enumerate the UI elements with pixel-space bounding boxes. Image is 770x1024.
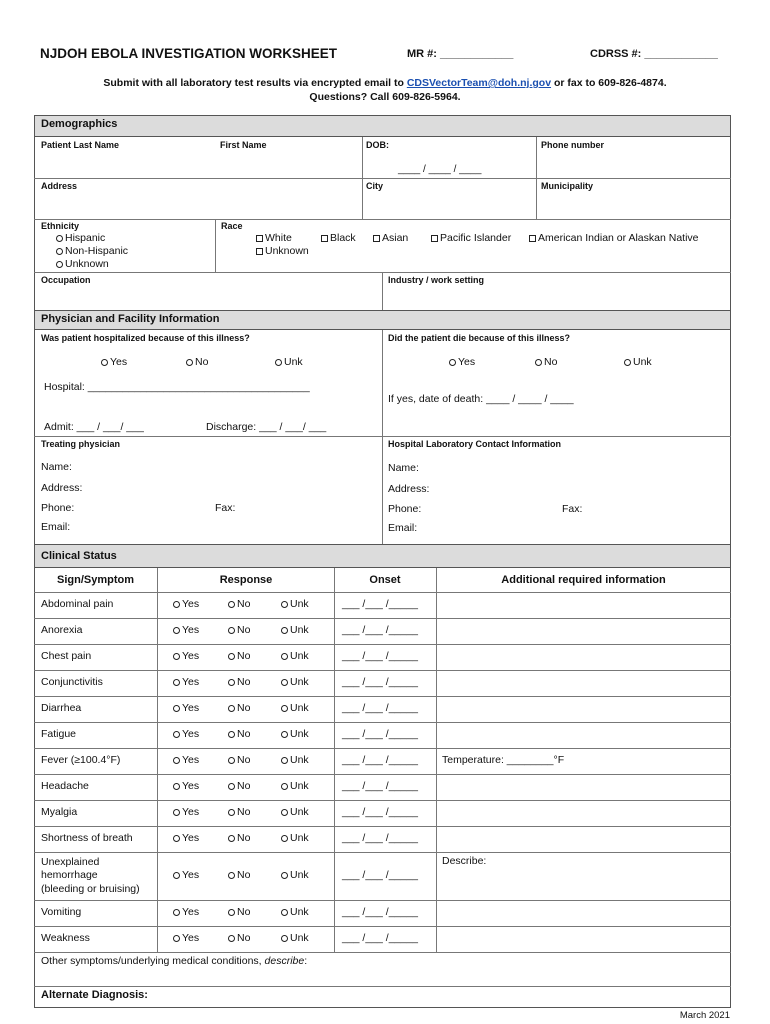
divider <box>215 219 216 272</box>
symptom-no-radio[interactable]: No <box>228 832 250 844</box>
radio-icon <box>228 679 235 686</box>
last-name-label: Patient Last Name <box>41 140 120 150</box>
radio-icon <box>173 601 180 608</box>
radio-icon <box>56 248 63 255</box>
radio-icon <box>281 935 288 942</box>
symptom-unk-radio[interactable]: Unk <box>281 702 309 714</box>
municipality-label: Municipality <box>541 181 594 191</box>
divider <box>382 272 383 310</box>
symptom-name: Vomiting <box>41 906 82 919</box>
symptom-unk-radio[interactable]: Unk <box>281 754 309 766</box>
date-of-death-field[interactable]: If yes, date of death: ____ / ____ / ____ <box>388 393 574 405</box>
additional-info-text: Describe: <box>442 855 487 867</box>
radio-icon <box>173 835 180 842</box>
ethnicity-label: Ethnicity <box>41 221 80 231</box>
symptom-yes-radio[interactable]: Yes <box>173 754 199 766</box>
demographics-section-title: Demographics <box>34 115 731 137</box>
onset-date-field[interactable]: ___ /___ /_____ <box>342 728 418 740</box>
radio-icon <box>624 359 631 366</box>
alternate-diagnosis-label: Alternate Diagnosis: <box>41 989 148 1001</box>
race-asian-checkbox[interactable]: Asian <box>373 232 408 244</box>
checkbox-icon <box>431 235 438 242</box>
radio-icon <box>101 359 108 366</box>
divider <box>334 568 335 952</box>
questions-text: Questions? Call 609-826-5964. <box>309 91 461 103</box>
radio-icon <box>173 705 180 712</box>
radio-icon <box>281 705 288 712</box>
radio-icon <box>228 935 235 942</box>
col-header-sign: Sign/Symptom <box>56 574 134 586</box>
email-link[interactable]: CDSVectorTeam@doh.nj.gov <box>406 77 552 89</box>
physician-email-field[interactable]: Email: <box>41 521 71 533</box>
onset-date-field[interactable]: ___ /___ /_____ <box>342 806 418 818</box>
lab-phone-field[interactable]: Phone: <box>388 503 422 515</box>
clinical-section-title: Clinical Status <box>34 544 731 568</box>
hospitalized-question: Was patient hospitalized because of this illness? <box>41 333 250 343</box>
treating-physician-label: Treating physician <box>41 439 121 449</box>
divider <box>34 900 731 901</box>
symptom-yes-radio[interactable]: Yes <box>173 932 199 944</box>
divider <box>34 722 731 723</box>
onset-date-field[interactable]: ___ /___ /_____ <box>342 754 418 766</box>
symptom-unk-radio[interactable]: Unk <box>281 598 309 610</box>
symptom-name: Anorexia <box>41 624 83 637</box>
radio-icon <box>228 731 235 738</box>
race-pacific-islander-checkbox[interactable]: Pacific Islander <box>431 232 511 244</box>
physician-fax-field[interactable]: Fax: <box>215 502 236 514</box>
radio-icon <box>173 935 180 942</box>
symptom-yes-radio[interactable]: Yes <box>173 598 199 610</box>
symptom-yes-radio[interactable]: Yes <box>173 832 199 844</box>
onset-date-field[interactable]: ___ /___ /_____ <box>342 598 418 610</box>
radio-icon <box>186 359 193 366</box>
symptom-yes-radio[interactable]: Yes <box>173 624 199 636</box>
radio-icon <box>535 359 542 366</box>
symptom-name: Diarrhea <box>41 702 82 715</box>
checkbox-icon <box>529 235 536 242</box>
col-header-info: Additional required information <box>501 574 666 586</box>
industry-label: Industry / work setting <box>388 275 485 285</box>
symptom-no-radio[interactable]: No <box>228 754 250 766</box>
radio-icon <box>281 809 288 816</box>
divider <box>34 696 731 697</box>
symptom-unk-radio[interactable]: Unk <box>281 906 309 918</box>
radio-icon <box>173 872 180 879</box>
divider <box>34 800 731 801</box>
race-label: Race <box>221 221 243 231</box>
admit-date-field[interactable]: Admit: ___ / ___/ ___ <box>44 421 144 433</box>
footer-date: March 2021 <box>679 1010 730 1021</box>
symptom-name: Weakness <box>41 932 90 945</box>
symptom-name: Shortness of breath <box>41 832 133 845</box>
onset-date-field[interactable]: ___ /___ /_____ <box>342 780 418 792</box>
ethnicity-non-hispanic-radio[interactable]: Non-Hispanic <box>56 245 128 257</box>
symptom-unk-radio[interactable]: Unk <box>281 676 309 688</box>
onset-date-field[interactable]: ___ /___ /_____ <box>342 932 418 944</box>
hospitalized-no-radio[interactable]: No <box>186 356 208 368</box>
radio-icon <box>56 235 63 242</box>
dob-label: DOB: <box>366 140 389 150</box>
radio-icon <box>228 601 235 608</box>
first-name-label: First Name <box>220 140 267 150</box>
symptom-unk-radio[interactable]: Unk <box>281 869 309 881</box>
radio-icon <box>449 359 456 366</box>
radio-icon <box>228 872 235 879</box>
symptom-no-radio[interactable]: No <box>228 906 250 918</box>
symptom-no-radio[interactable]: No <box>228 598 250 610</box>
symptom-unk-radio[interactable]: Unk <box>281 932 309 944</box>
divider <box>34 748 731 749</box>
radio-icon <box>228 757 235 764</box>
submit-post-text: or fax to 609-826-4874. <box>551 77 667 89</box>
symptom-no-radio[interactable]: No <box>228 932 250 944</box>
col-header-response: Response <box>219 574 273 586</box>
discharge-date-field[interactable]: Discharge: ___ / ___/ ___ <box>206 421 327 433</box>
divider <box>34 826 731 827</box>
checkbox-icon <box>321 235 328 242</box>
checkbox-icon <box>256 235 263 242</box>
lab-fax-field[interactable]: Fax: <box>562 503 583 515</box>
radio-icon <box>173 757 180 764</box>
symptom-yes-radio[interactable]: Yes <box>173 780 199 792</box>
divider <box>34 178 731 179</box>
address-label: Address <box>41 181 78 191</box>
lab-contact-label: Hospital Laboratory Contact Information <box>388 439 562 449</box>
divider <box>34 952 731 953</box>
radio-icon <box>173 731 180 738</box>
mr-number-field[interactable]: MR #: ____________ <box>407 48 514 60</box>
symptom-yes-radio[interactable]: Yes <box>173 650 199 662</box>
radio-icon <box>281 783 288 790</box>
lab-email-field[interactable]: Email: <box>388 522 418 534</box>
radio-icon <box>173 783 180 790</box>
radio-icon <box>173 679 180 686</box>
symptom-name: Unexplained hemorrhage (bleeding or bruising) <box>41 855 140 895</box>
city-label: City <box>366 181 384 191</box>
symptom-yes-radio[interactable]: Yes <box>173 702 199 714</box>
onset-date-field[interactable]: ___ /___ /_____ <box>342 624 418 636</box>
divider <box>34 774 731 775</box>
died-question: Did the patient die because of this illness? <box>388 333 571 343</box>
physician-section-title: Physician and Facility Information <box>34 310 731 330</box>
radio-icon <box>281 909 288 916</box>
radio-icon <box>173 627 180 634</box>
radio-icon <box>281 757 288 764</box>
onset-date-field[interactable]: ___ /___ /_____ <box>342 676 418 688</box>
died-no-radio[interactable]: No <box>535 356 557 368</box>
symptom-no-radio[interactable]: No <box>228 650 250 662</box>
submit-pre-text: Submit with all laboratory test results via encrypted email to <box>103 77 407 89</box>
radio-icon <box>281 627 288 634</box>
page-title: NJDOH EBOLA INVESTIGATION WORKSHEET <box>40 46 338 61</box>
divider <box>34 670 731 671</box>
lab-name-field[interactable]: Name: <box>388 462 419 474</box>
radio-icon <box>275 359 282 366</box>
symptom-yes-radio[interactable]: Yes <box>173 676 199 688</box>
symptom-unk-radio[interactable]: Unk <box>281 780 309 792</box>
hospital-field[interactable]: Hospital: ______________________________________ <box>44 381 310 393</box>
divider <box>34 986 731 987</box>
symptom-name: Fever (≥100.4°F) <box>41 754 121 767</box>
symptom-name: Headache <box>41 780 89 793</box>
cdrss-number-field[interactable]: CDRSS #: ____________ <box>590 48 718 60</box>
symptom-name: Abdominal pain <box>41 598 114 611</box>
divider <box>34 592 731 593</box>
symptom-no-radio[interactable]: No <box>228 806 250 818</box>
symptom-name: Conjunctivitis <box>41 676 103 689</box>
symptom-unk-radio[interactable]: Unk <box>281 650 309 662</box>
onset-date-field[interactable]: ___ /___ /_____ <box>342 906 418 918</box>
divider <box>34 644 731 645</box>
hospitalized-unk-radio[interactable]: Unk <box>275 356 303 368</box>
occupation-label: Occupation <box>41 275 91 285</box>
symptom-unk-radio[interactable]: Unk <box>281 624 309 636</box>
ethnicity-hispanic-radio[interactable]: Hispanic <box>56 232 105 244</box>
race-american-indian-checkbox[interactable]: American Indian or Alaskan Native <box>529 232 699 244</box>
symptom-no-radio[interactable]: No <box>228 676 250 688</box>
divider <box>157 568 158 952</box>
symptom-no-radio[interactable]: No <box>228 780 250 792</box>
radio-icon <box>173 809 180 816</box>
dob-field[interactable]: ____ / ____ / ____ <box>398 164 482 175</box>
race-unknown-checkbox[interactable]: Unknown <box>256 245 309 257</box>
radio-icon <box>173 653 180 660</box>
radio-icon <box>228 809 235 816</box>
symptom-yes-radio[interactable]: Yes <box>173 869 199 881</box>
radio-icon <box>228 627 235 634</box>
symptom-name: Fatigue <box>41 728 77 741</box>
other-symptoms-label: Other symptoms/underlying medical conditions, describe: <box>41 955 308 967</box>
died-yes-radio[interactable]: Yes <box>449 356 475 368</box>
symptom-name: Chest pain <box>41 650 92 663</box>
divider <box>436 568 437 952</box>
ethnicity-unknown-radio[interactable]: Unknown <box>56 258 109 270</box>
onset-date-field[interactable]: ___ /___ /_____ <box>342 869 418 881</box>
radio-icon <box>281 872 288 879</box>
phone-label: Phone number <box>541 140 605 150</box>
radio-icon <box>228 653 235 660</box>
divider <box>34 926 731 927</box>
physician-address-field[interactable]: Address: <box>41 482 83 494</box>
divider <box>382 436 383 544</box>
race-black-checkbox[interactable]: Black <box>321 232 356 244</box>
symptom-yes-radio[interactable]: Yes <box>173 806 199 818</box>
symptom-yes-radio[interactable]: Yes <box>173 728 199 740</box>
additional-info-text: Temperature: ________°F <box>442 754 565 766</box>
race-white-checkbox[interactable]: White <box>256 232 292 244</box>
symptom-unk-radio[interactable]: Unk <box>281 832 309 844</box>
died-unk-radio[interactable]: Unk <box>624 356 652 368</box>
symptom-no-radio[interactable]: No <box>228 702 250 714</box>
onset-date-field[interactable]: ___ /___ /_____ <box>342 832 418 844</box>
radio-icon <box>228 705 235 712</box>
symptom-no-radio[interactable]: No <box>228 624 250 636</box>
physician-name-field[interactable]: Name: <box>41 461 72 473</box>
radio-icon <box>228 835 235 842</box>
radio-icon <box>173 909 180 916</box>
divider <box>382 330 383 436</box>
checkbox-icon <box>256 248 263 255</box>
symptom-name: Myalgia <box>41 806 78 819</box>
symptom-no-radio[interactable]: No <box>228 869 250 881</box>
radio-icon <box>281 653 288 660</box>
onset-date-field[interactable]: ___ /___ /_____ <box>342 702 418 714</box>
hospitalized-yes-radio[interactable]: Yes <box>101 356 127 368</box>
radio-icon <box>56 261 63 268</box>
radio-icon <box>281 679 288 686</box>
symptom-unk-radio[interactable]: Unk <box>281 728 309 740</box>
symptom-yes-radio[interactable]: Yes <box>173 906 199 918</box>
radio-icon <box>228 783 235 790</box>
symptom-no-radio[interactable]: No <box>228 728 250 740</box>
radio-icon <box>228 909 235 916</box>
onset-date-field[interactable]: ___ /___ /_____ <box>342 650 418 662</box>
checkbox-icon <box>373 235 380 242</box>
col-header-onset: Onset <box>369 574 401 586</box>
divider <box>34 219 731 220</box>
physician-phone-field[interactable]: Phone: <box>41 502 75 514</box>
symptom-unk-radio[interactable]: Unk <box>281 806 309 818</box>
radio-icon <box>281 601 288 608</box>
radio-icon <box>281 731 288 738</box>
divider <box>34 852 731 853</box>
lab-address-field[interactable]: Address: <box>388 483 430 495</box>
submit-instructions <box>0 77 770 89</box>
divider <box>34 618 731 619</box>
radio-icon <box>281 835 288 842</box>
